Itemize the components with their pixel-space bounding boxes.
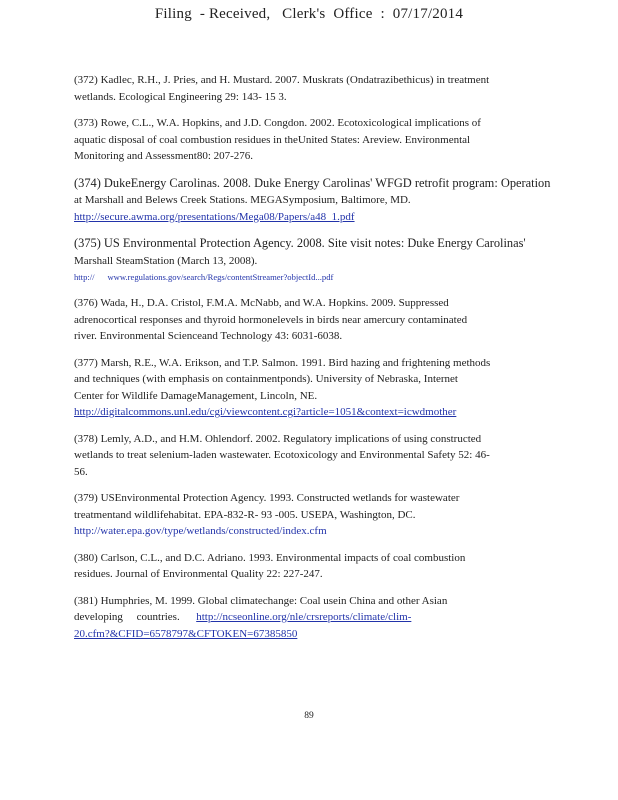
reference-text-line: (376) Wada, H., D.A. Cristol, F.M.A. McNabb, and W.A. Hopkins. 2009. Suppressed <box>74 297 449 309</box>
reference-381 <box>74 593 544 643</box>
reference-text-line: (381) Humphries, M. 1999. Global climatechange: Coal usein China and other Asian <box>74 594 448 607</box>
reference-378 <box>74 431 544 481</box>
reference-380 <box>74 550 544 583</box>
reference-text-line: treatmentand wildlifehabitat. EPA-832-R- 93 -005. USEPA, Washington, DC. <box>74 508 416 521</box>
reference-list <box>74 72 551 652</box>
reference-text-line: Marshall SteamStation (March 13, 2008). <box>74 254 258 267</box>
reference-text-line: wetlands. Ecological Engineering 29: 143- 15 3. <box>74 90 287 103</box>
reference-link[interactable]: http://digitalcommons.unl.edu/cgi/viewcontent.cgi?article=1051&context=icwdmother <box>74 406 457 418</box>
reference-link[interactable]: www.regulations.gov/search/Regs/contentStreamer?objectId...pdf <box>107 272 334 282</box>
reference-text-line: at Marshall and Belews Creek Stations. MEGASymposium, Baltimore, MD. <box>74 194 411 206</box>
reference-text-line: (372) Kadlec, R.H., J. Pries, and H. Mustard. 2007. Muskrats (Ondatrazibethicus) in treatment <box>74 74 490 86</box>
reference-text-line: (378) Lemly, A.D., and H.M. Ohlendorf. 2002. Regulatory implications of using constructed <box>74 432 482 445</box>
reference-text-line <box>74 609 544 626</box>
reference-379 <box>74 490 544 540</box>
reference-376 <box>74 295 544 345</box>
page-number: 89 <box>304 711 314 721</box>
reference-text-line <box>74 269 544 285</box>
reference-text-line: (377) Marsh, R.E., W.A. Erikson, and T.P. Salmon. 1991. Bird hazing and frightening methods <box>74 356 491 369</box>
reference-text-line: wetlands to treat selenium-laden wastewater. Ecotoxicology and Environmental Safety 52: 46- <box>74 449 490 461</box>
reference-text-line: aquatic disposal of coal combustion residues in theUnited States: Areview. Environmental <box>74 133 471 146</box>
reference-372 <box>74 72 544 105</box>
reference-text-line: 56. <box>74 465 88 478</box>
reference-link-continuation[interactable]: 20.cfm?&CFID=6578797&CFTOKEN=67385850 <box>74 627 298 640</box>
reference-text-line: (380) Carlson, C.L., and D.C. Adriano. 1993. Environmental impacts of coal combustion <box>74 551 466 564</box>
reference-text-line: adrenocortical responses and thyroid hormonelevels in birds near amercury contaminated <box>74 313 468 326</box>
reference-link[interactable]: http://water.epa.gov/type/wetlands/constructed/index.cfm <box>74 525 327 537</box>
reference-text-line: (373) Rowe, C.L., W.A. Hopkins, and J.D. Congdon. 2002. Ecotoxicological implications of <box>74 117 481 129</box>
reference-374 <box>74 175 551 226</box>
reference-link-prefix[interactable]: http:// <box>74 272 95 282</box>
reference-text-fragment: developing countries. <box>74 611 197 623</box>
reference-text-line: Center for Wildlife DamageManagement, Lincoln, NE. <box>74 389 318 402</box>
reference-text-line: (374) DukeEnergy Carolinas. 2008. Duke Energy Carolinas' WFGD retrofit program: Operation <box>74 175 551 190</box>
reference-text-line: and techniques (with emphasis on containmentponds). University of Nebraska, Internet <box>74 373 458 385</box>
reference-link[interactable]: http://secure.awma.org/presentations/Mega08/Papers/a48_1.pdf <box>74 210 355 223</box>
reference-text-line: river. Environmental Scienceand Technology 43: 6031-6038. <box>74 330 343 342</box>
reference-373 <box>74 115 544 165</box>
reference-text-line: residues. Journal of Environmental Quality 22: 227-247. <box>74 568 323 580</box>
reference-text-line: (379) USEnvironmental Protection Agency. 1993. Constructed wetlands for wastewater <box>74 492 460 504</box>
reference-377 <box>74 355 544 421</box>
reference-text-line: (375) US Environmental Protection Agency. 2008. Site visit notes: Duke Energy Carolinas' <box>74 236 526 250</box>
reference-link[interactable]: http://ncseonline.org/nle/crsreports/climate/clim- <box>196 611 412 623</box>
reference-text-line: Monitoring and Assessment80: 207-276. <box>74 150 254 162</box>
reference-375 <box>74 235 544 285</box>
filing-header: Filing - Received, Clerk's Office : 07/17/2014 <box>154 6 464 22</box>
